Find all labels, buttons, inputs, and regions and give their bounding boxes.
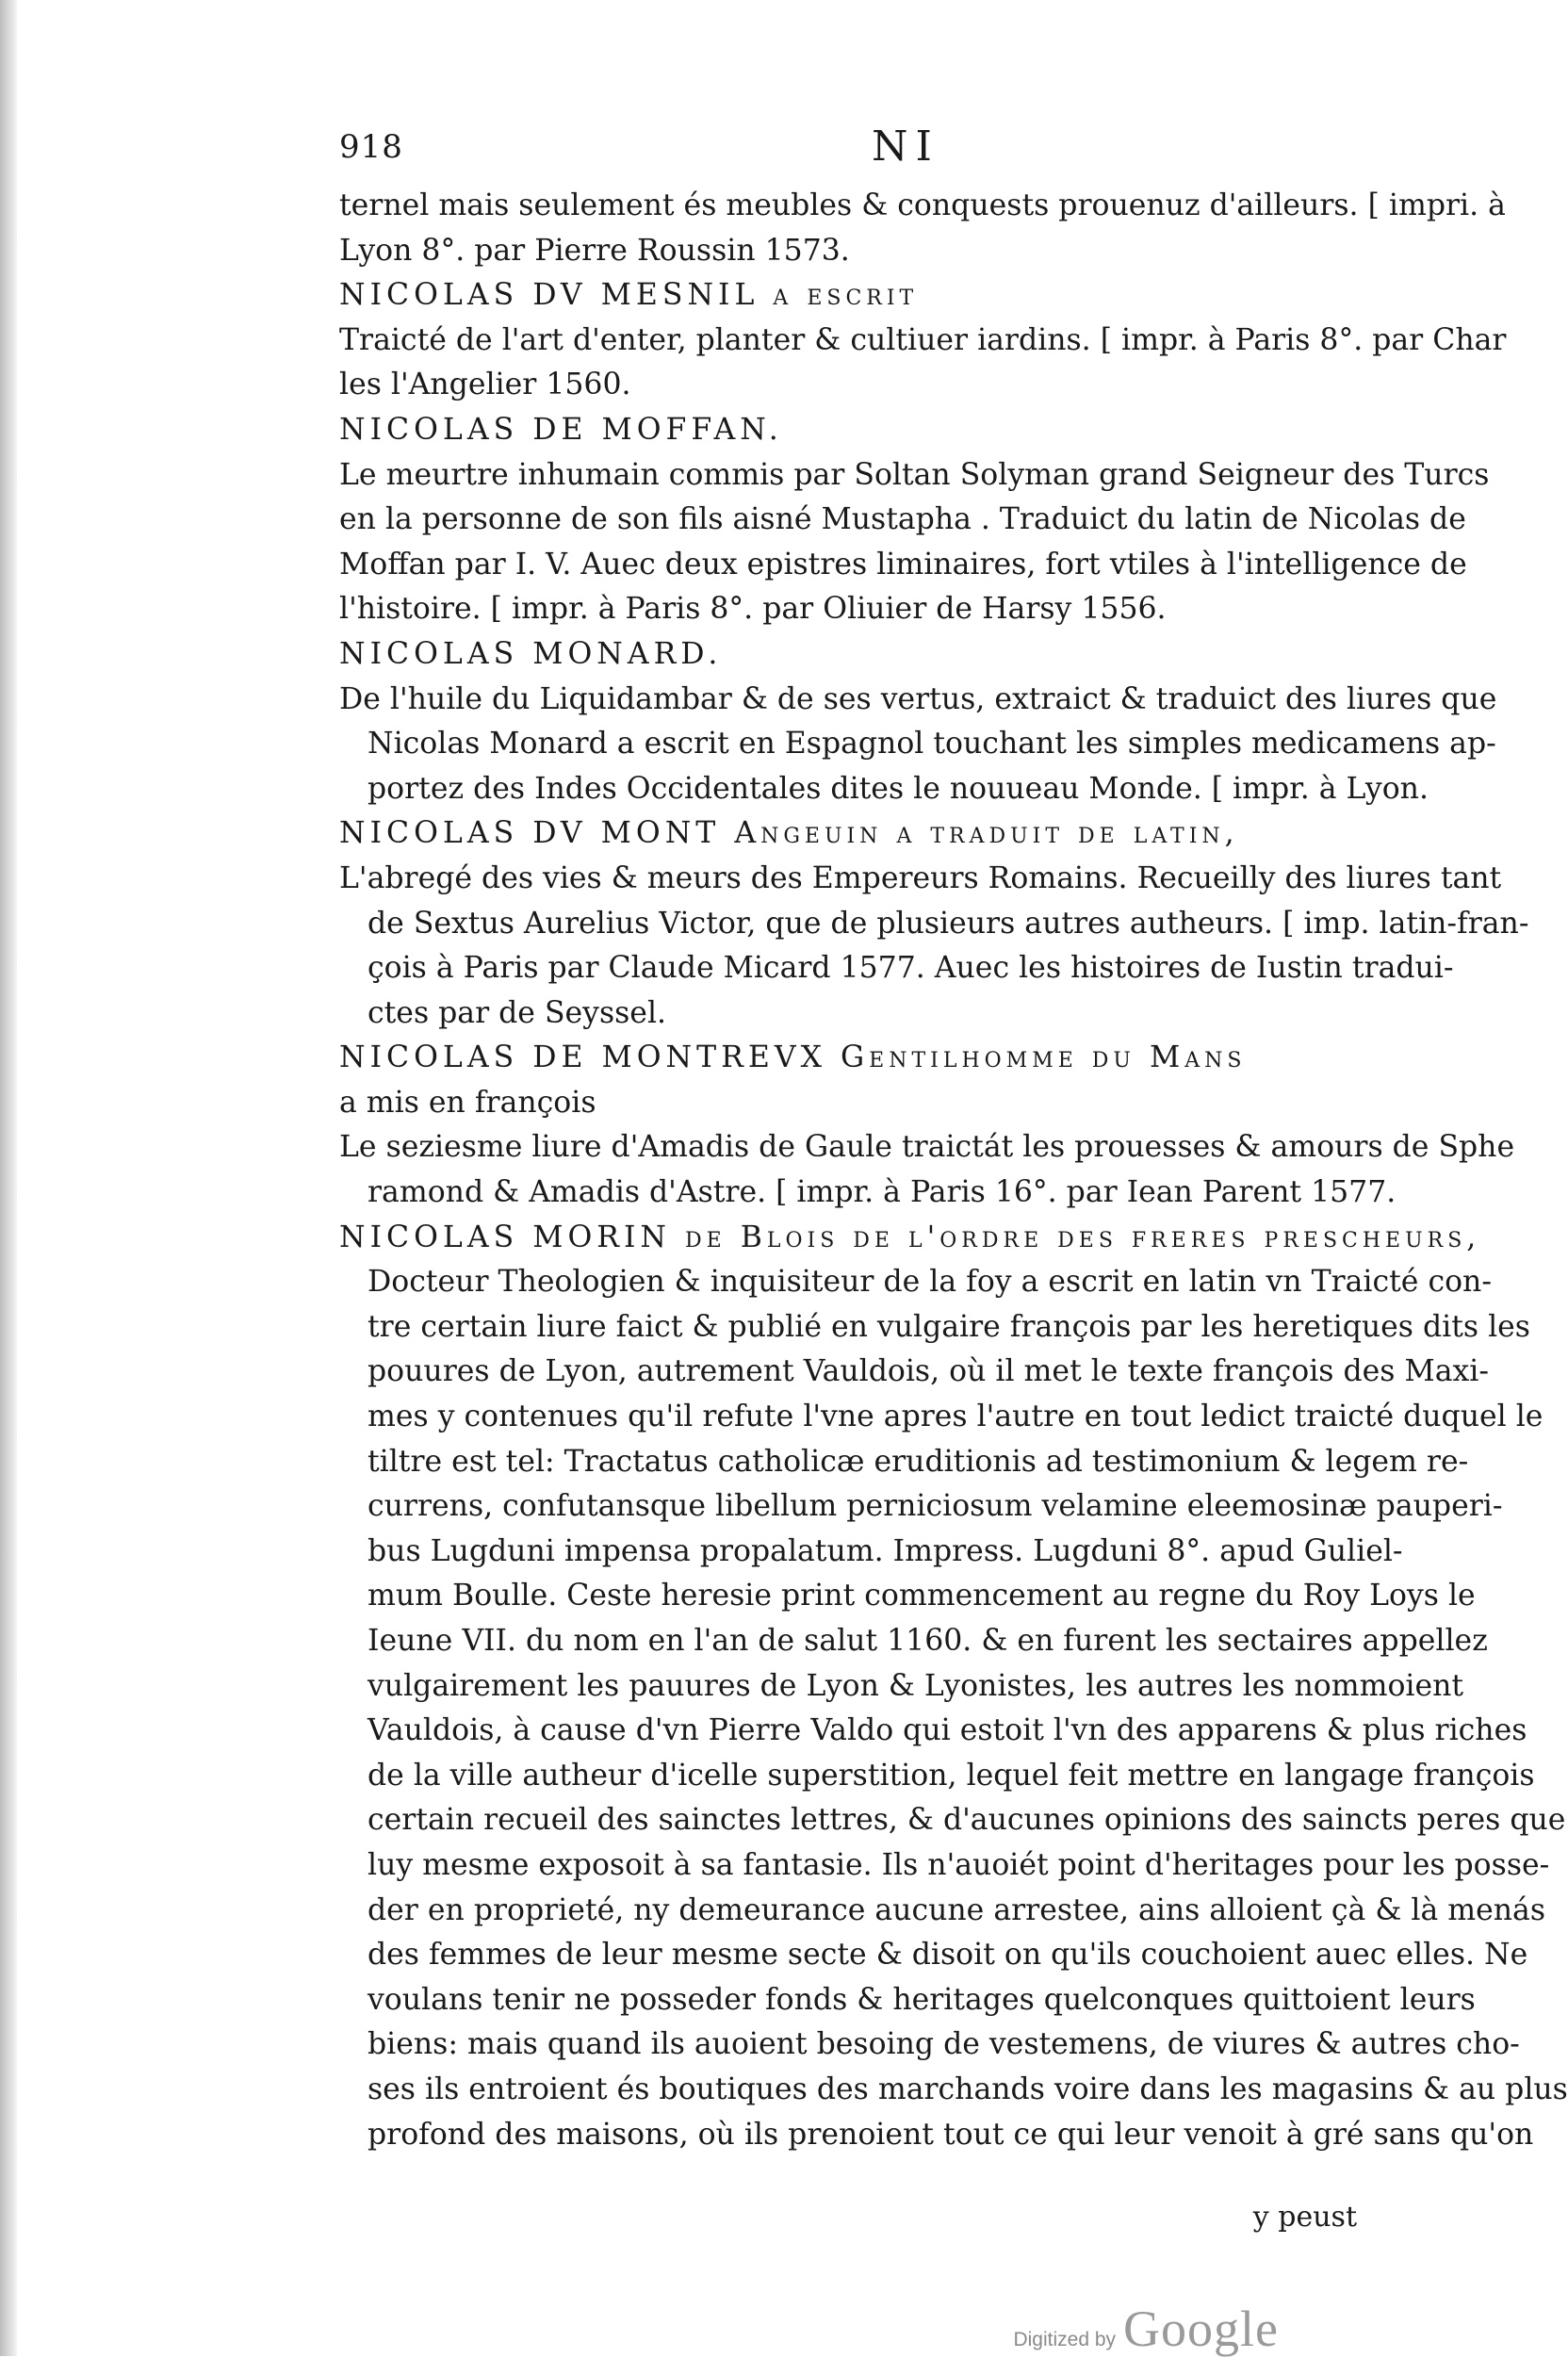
text-line: en la personne de son fils aisné Mustapha . Traduict du latin de Nicolas de [339, 502, 1466, 537]
text-line: vulgairement les pauures de Lyon & Lyonistes, les autres les nommoient [368, 1668, 1464, 1703]
text-line: Traicté de l'art d'enter, planter & cultiuer iardins. [ impr. à Paris 8°. par Char [339, 322, 1507, 357]
entry-heading: NICOLAS MORIN de Blois de l'ordre des freres prescheurs, [339, 1220, 1481, 1254]
digitized-label: Digitized by [1013, 2329, 1117, 2350]
text-line: profond des maisons, où ils prenoient tout ce qui leur venoit à gré sans qu'on [368, 2117, 1534, 2152]
text-line: Vauldois, à cause d'vn Pierre Valdo qui estoit l'vn des apparens & plus riches [368, 1713, 1527, 1748]
text-line: a mis en françois [339, 1085, 596, 1120]
text-line: currens, confutansque libellum perniciosum velamine eleemosinæ pauperi- [368, 1489, 1503, 1524]
text-line: Docteur Theologien & inquisiteur de la foy a escrit en latin vn Traicté con- [368, 1265, 1492, 1300]
text-line: biens: mais quand ils auoient besoing de vestemens, de viures & autres cho- [368, 2027, 1520, 2062]
text-line: Le meurtre inhumain commis par Soltan Solyman grand Seigneur des Turcs [339, 457, 1490, 492]
entry-heading: NICOLAS DE MOFFAN. [339, 412, 783, 447]
text-line: çois à Paris par Claude Micard 1577. Auec les histoires de Iustin tradui- [368, 951, 1454, 986]
text-line: certain recueil des sainctes lettres, & d'aucunes opinions des saincts peres que [368, 1803, 1566, 1838]
text-line: ternel mais seulement és meubles & conquests prouenuz d'ailleurs. [ impri. à [339, 188, 1506, 222]
text-line: de la ville autheur d'icelle superstition, lequel feit mettre en langage françois [368, 1758, 1535, 1793]
text-line: des femmes de leur mesme secte & disoit on qu'ils couchoient auec elles. Ne [368, 1938, 1528, 1973]
text-line: ramond & Amadis d'Astre. [ impr. à Paris 16°. par Iean Parent 1577. [368, 1175, 1396, 1210]
text-line: l'histoire. [ impr. à Paris 8°. par Oliuier de Harsy 1556. [339, 592, 1167, 627]
entry-heading: NICOLAS DV MONT Angeuin a traduit de latin, [339, 816, 1239, 851]
entry-heading: NICOLAS MONARD. [339, 636, 723, 671]
digitized-footer [1013, 2300, 1279, 2358]
text-line: luy mesme exposoit à sa fantasie. Ils n'auoiét point d'heritages pour les posse- [368, 1847, 1550, 1882]
running-head [339, 123, 1357, 175]
text-line: Le seziesme liure d'Amadis de Gaule traictát les prouesses & amours de Sphe [339, 1130, 1515, 1165]
text-line: ctes par de Seyssel. [368, 995, 667, 1030]
text-line: ses ils entroient és boutiques des marchands voire dans les magasins & au plus [368, 2071, 1568, 2106]
text-line: pouures de Lyon, autrement Vauldois, où il met le texte françois des Maxi- [368, 1354, 1489, 1389]
text-line: mes y contenues qu'il refute l'vne apres l'autre en tout ledict traicté duquel le [368, 1400, 1544, 1434]
entry-heading: NICOLAS DE MONTREVX Gentilhomme du Mans [339, 1040, 1247, 1075]
text-line: Lyon 8°. par Pierre Roussin 1573. [339, 233, 850, 268]
page-gutter-shadow [0, 0, 17, 2356]
text-line: de Sextus Aurelius Victor, que de plusieurs autres autheurs. [ imp. latin-fran- [368, 906, 1529, 941]
page-number: 918 [339, 128, 403, 166]
text-line: der en proprieté, ny demeurance aucune arrestee, ains alloient çà & là menás [368, 1892, 1545, 1927]
text-line: tiltre est tel: Tractatus catholicæ eruditionis ad testimonium & legem re- [368, 1444, 1469, 1479]
text-line: portez des Indes Occidentales dites le nouueau Monde. [ impr. à Lyon. [368, 771, 1429, 806]
text-line: Nicolas Monard a escrit en Espagnol touchant les simples medicamens ap- [368, 727, 1496, 761]
text-line: tre certain liure faict & publié en vulgaire françois par les heretiques dits les [368, 1309, 1530, 1344]
text-line: Ieune VII. du nom en l'an de salut 1160. & en furent les sectaires appellez [368, 1624, 1488, 1658]
text-column [339, 184, 1568, 2157]
catchword-row [339, 2201, 1357, 2246]
text-line: mum Boulle. Ceste heresie print commencement au regne du Roy Loys le [368, 1579, 1476, 1613]
text-line: L'abregé des vies & meurs des Empereurs Romains. Recueilly des liures tant [339, 860, 1502, 895]
text-line: voulans tenir ne posseder fonds & heritages quelconques quittoient leurs [368, 1982, 1476, 2017]
text-line: bus Lugduni impensa propalatum. Impress. Lugduni 8°. apud Guliel- [368, 1533, 1403, 1568]
book-page [339, 85, 1568, 2234]
text-line: Moffan par I. V. Auec deux epistres liminaires, fort vtiles à l'intelligence de [339, 547, 1467, 581]
section-letters: NI [872, 123, 939, 171]
entry-heading: NICOLAS DV MESNIL a escrit [339, 278, 919, 313]
catchword: y peust [1252, 2201, 1357, 2234]
google-logo: Google [1123, 2301, 1279, 2357]
text-line: De l'huile du Liquidambar & de ses vertus, extraict & traduict des liures que [339, 681, 1497, 716]
text-line: les l'Angelier 1560. [339, 368, 631, 402]
